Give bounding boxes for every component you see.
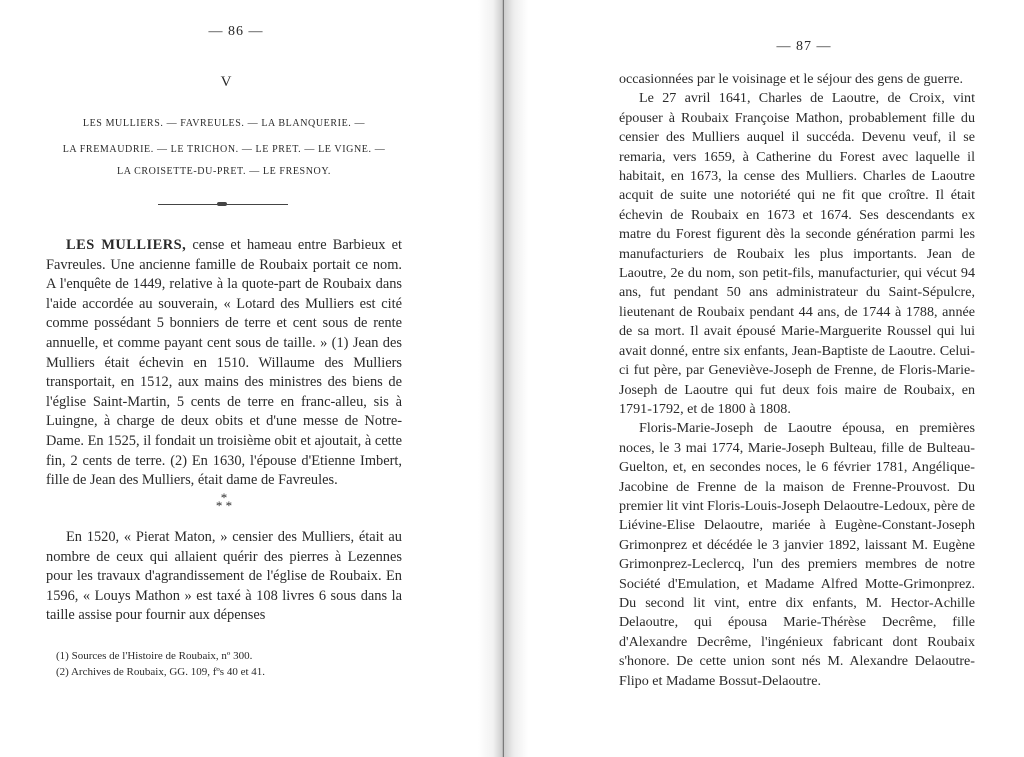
- footnote-2: (2) Archives de Roubaix, GG. 109, fºs 40 et 41.: [56, 666, 266, 678]
- right-paragraph-2: Le 27 avril 1641, Charles de Laoutre, de Croix, vint épouser à Roubaix Françoise Mathon, probablement fille du censier des Mulliers auquel il succéda. Devenu veuf, il se remaria, vers 1659, à Catherine du Forest avec laquelle il habitait, en 1673, la cense des Mulliers. Charles de Laoutre acquit de suite une notoriété qui ne fit que croître. Il était échevin de Roubaix en 1673 et 1674. Ses descendants ex matre du Forest figurent dès la seconde génération parmi les manufacturiers de Roubaix les plus importants. Jean de Laoutre, 2e du nom, son petit-fils, manufacturier, qui vécut 94 ans, fut pendant 50 ans administrateur du Saint-Sépulcre, lieutenant de Roubaix pendant 44 ans, de 1744 à 1788, année de sa mort. Il avait épousé Marie-Marguerite Roussel qui lui avait donné, entre six enfants, Jean-Baptiste de Laoutre. Celui-ci fut père, par Geneviève-Joseph de Frenne, de Floris-Marie-Joseph de Laoutre qui fut deux fois maire de Roubaix, en 1791-1792, et de 1800 à 1808.: [619, 90, 975, 417]
- chapter-subtitle-line-2: LA FREMAUDRIE. — LE TRICHON. — LE PRET. — LE VIGNE. —: [62, 144, 386, 155]
- right-paragraph-1: occasionnées par le voisinage et le séjour des gens de guerre.: [619, 71, 963, 87]
- footnote-1: (1) Sources de l'Histoire de Roubaix, nº 300.: [56, 650, 253, 662]
- right-paragraph-3: Floris-Marie-Joseph de Laoutre épousa, en premières noces, le 3 mai 1774, Marie-Joseph Bulteau, fille de Bulteau-Guelton, et, en secondes noces, le 6 février 1781, Angélique-Jacobine de Frenne de la maison de Frenne-Prouvost. Du premier lit vint Floris-Louis-Joseph Delaoutre-Ledoux, père de Liévine-Elise Delaoutre, mariée à Eugène-Constant-Joseph Grimonprez et décédée le 3 janvier 1892, laissant M. Eugène Grimonprez-Leclercq, l'un des premiers membres de notre Société d'Emulation, et Madame Alfred Motte-Grimonprez. Du second lit vint, entre dix enfants, M. Hector-Achille Delaoutre, qui épousa Marie-Thérèse Decrême, fille d'Alexandre Decrême, l'ingénieux fabricant dont Roubaix s'honore. De cette union sont nés M. Alexandre Delaoutre-Flipo et Madame Bossut-Delaoutre.: [619, 420, 975, 689]
- gutter-fold-line: [503, 0, 504, 757]
- chapter-subtitle-line-1: LES MULLIERS. — FAVREULES. — LA BLANQUERIE. —: [82, 118, 366, 129]
- right-page-number: — 87 —: [776, 39, 832, 54]
- paragraph-lead-word: LES MULLIERS,: [66, 237, 187, 253]
- left-paragraph-2-body: En 1520, « Pierat Maton, » censier des Mulliers, était au nombre de ceux qui allaient quérir des pierres à Lezennes pour les travaux d'agrandissement de l'église de Roubaix. En 1596, « Louys Mathon » est taxé à 108 livres 6 sous dans la taille assise pour fournir aux dépenses: [46, 529, 402, 624]
- section-divider-ornament: [217, 202, 227, 206]
- footnotes: [56, 648, 396, 680]
- left-paragraph-2: [46, 528, 402, 626]
- asterism-ornament: [212, 490, 236, 514]
- left-paragraph-1: [46, 236, 402, 491]
- left-page-number: — 86 —: [208, 24, 264, 39]
- chapter-subtitle-line-3: LA CROISETTE-DU-PRET. — LE FRESNOY.: [117, 166, 331, 177]
- asterism-glyph: * * *: [215, 490, 233, 513]
- right-text-block: [619, 70, 975, 691]
- left-paragraph-1-body: cense et hameau entre Barbieux et Favreules. Une ancienne famille de Roubaix portait ce nom. A l'enquête de 1449, relative à la quote-part de Roubaix dans l'aide accordée au souverain, « Lotard des Mulliers est cité comme possédant 5 bonniers de terre et cent sous de rente annuelle, et comme payant cent sous de taille. » (1) Jean des Mulliers était échevin en 1510. Willaume des Mulliers transportait, en 1512, aux mains des ministres des biens de l'église Saint-Martin, 5 cents de terre en franc-alleu, sis à Luingne, à charge de deux obits et d'une messe de Notre-Dame. En 1525, il fondait un troisième obit et ajoutait, à cette fin, 2 cents de terre. (2) En 1630, l'épouse d'Etienne Imbert, fille de Jean des Mulliers, était dame de Favreules.: [46, 237, 402, 489]
- chapter-numeral: V: [220, 74, 232, 90]
